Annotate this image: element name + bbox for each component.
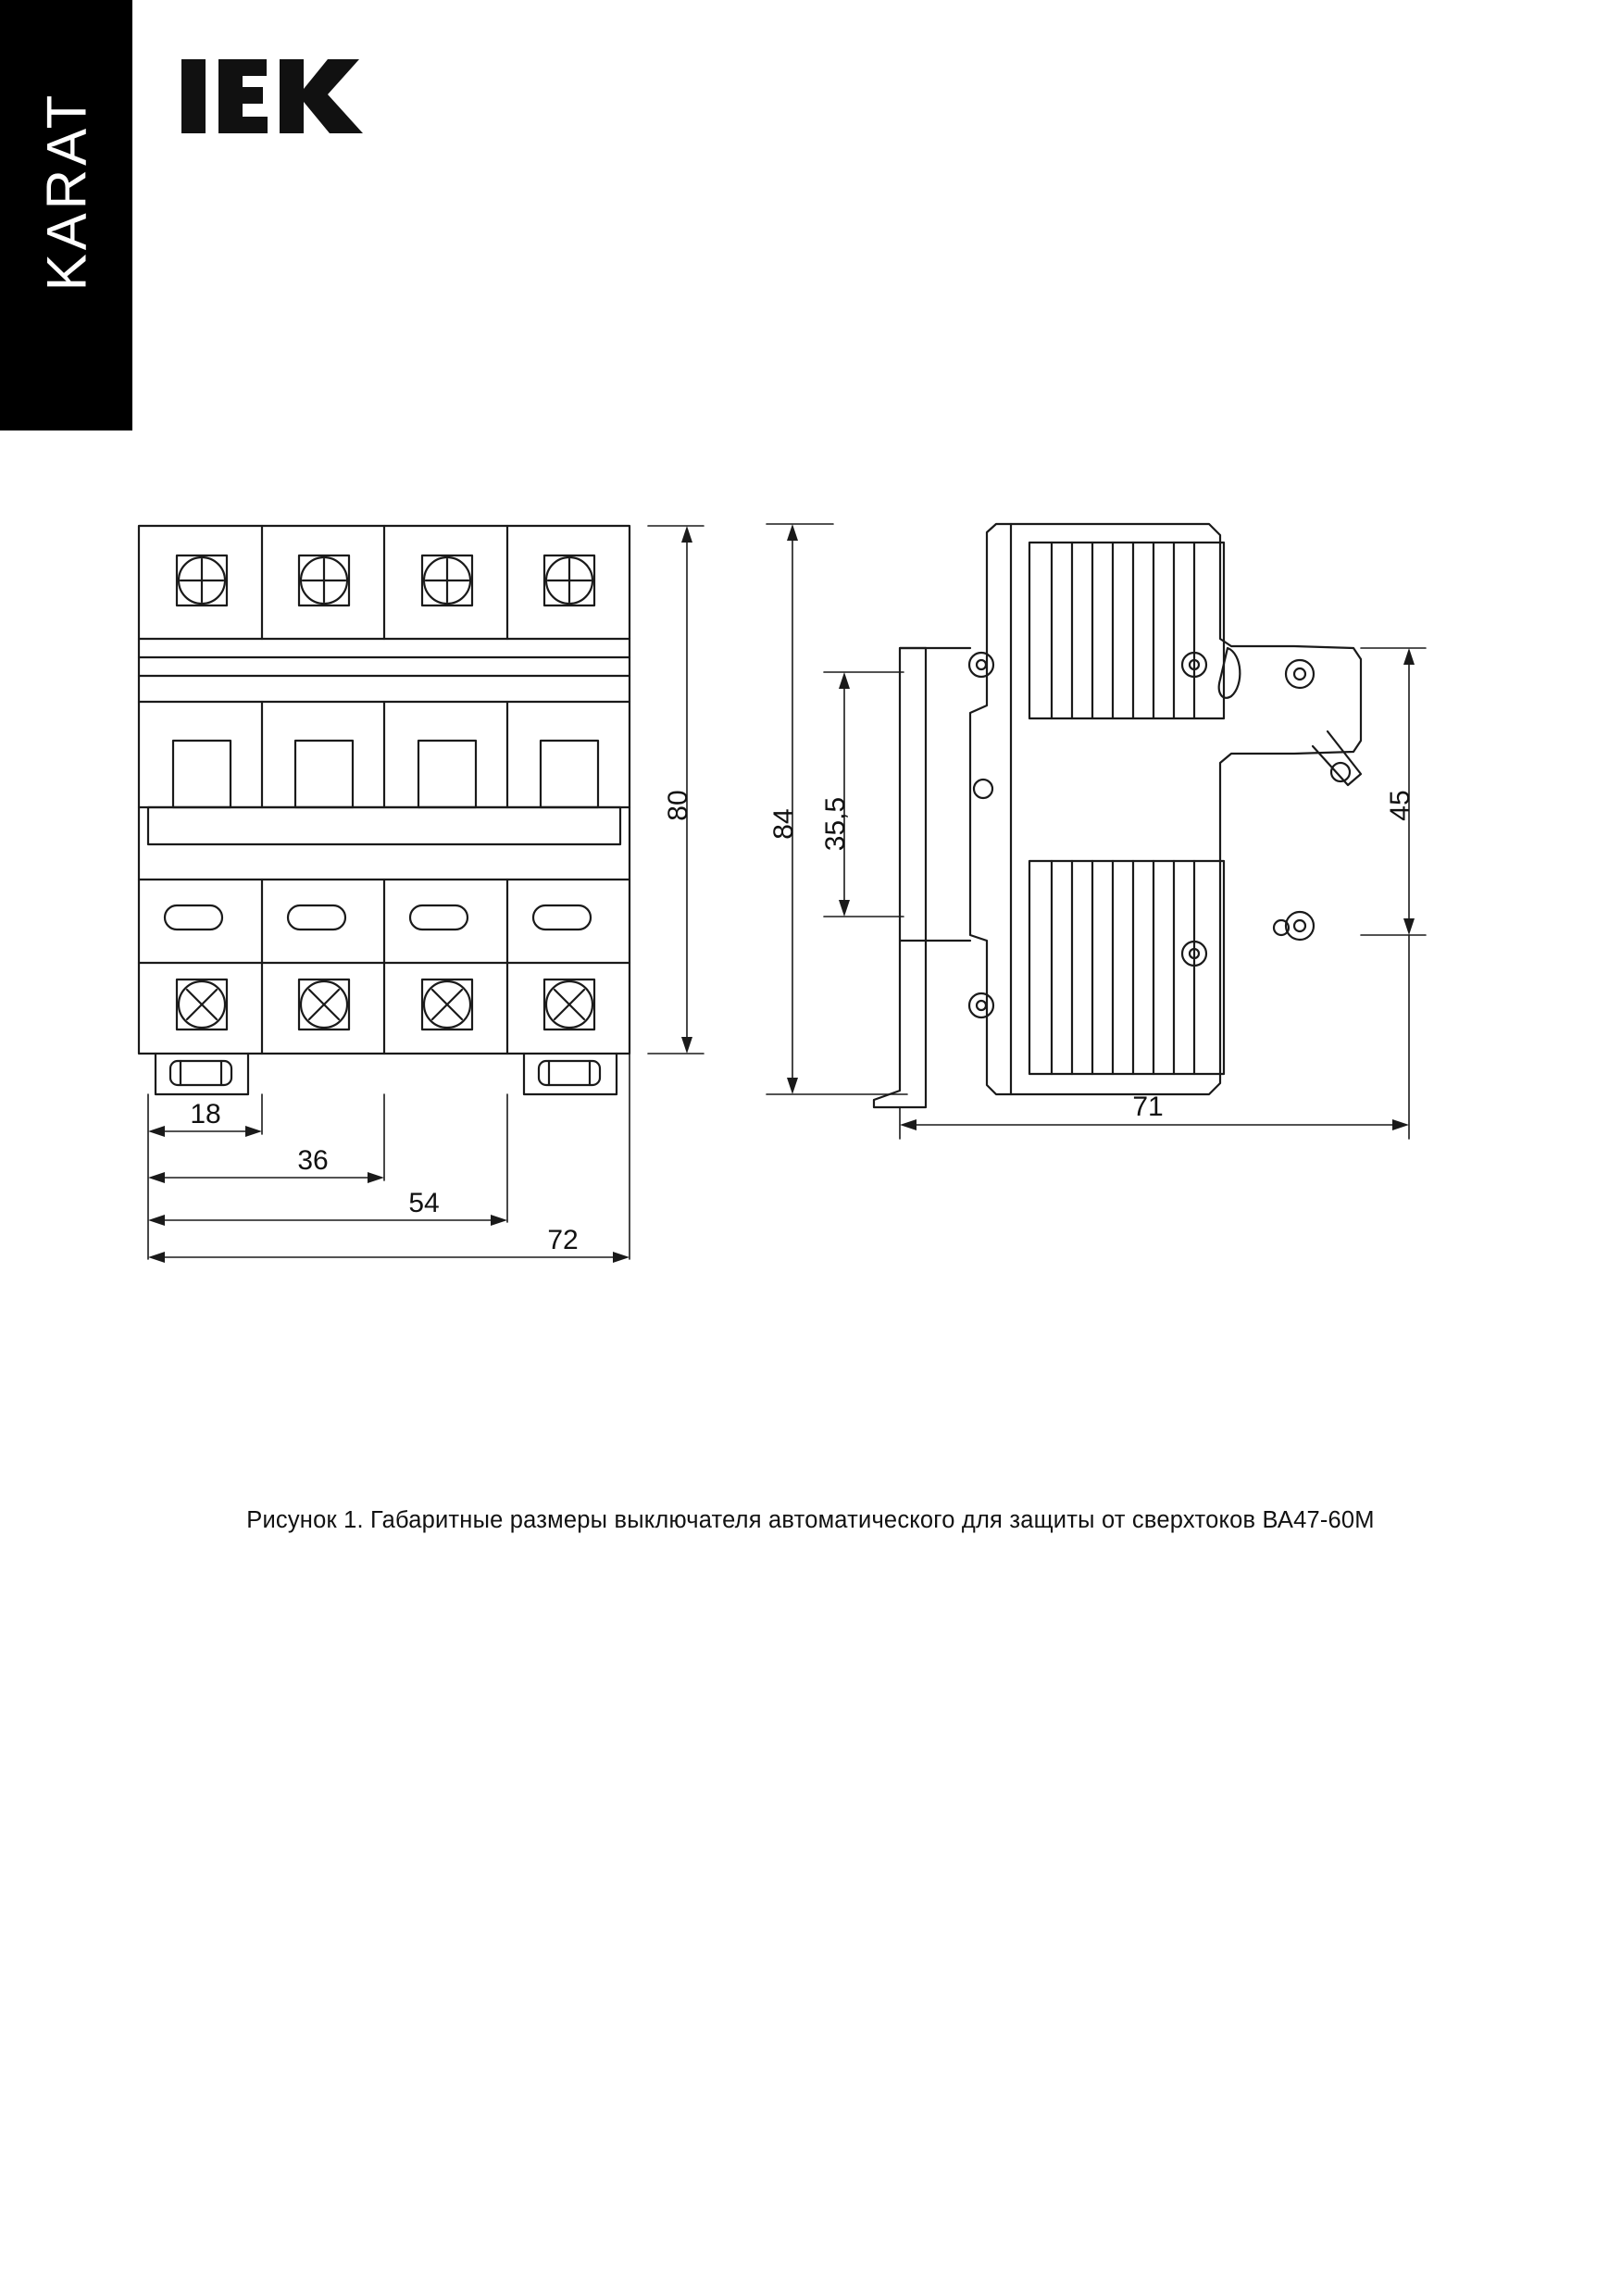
dimension-label-45: 45 — [1385, 790, 1415, 821]
rivet — [969, 993, 993, 1017]
rivet — [1286, 660, 1314, 688]
front-view-body — [139, 526, 630, 1094]
dimension-label-36: 36 — [297, 1145, 329, 1176]
series-name-label: KARAT — [35, 91, 98, 292]
mounting-clip — [156, 1054, 248, 1094]
terminal-screw-bottom — [177, 980, 227, 1029]
figure-caption: Рисунок 1. Габаритные размеры выключателя автоматического для защиты от сверхтоков ВА47-60М — [246, 1507, 1375, 1533]
terminal-screw-top — [299, 555, 349, 605]
dimension-label-18: 18 — [190, 1099, 221, 1129]
terminal-screw-bottom — [422, 980, 472, 1029]
dimension-label-84: 84 — [768, 808, 799, 840]
vent-grill-lower — [1029, 861, 1224, 1074]
dimension-label-54: 54 — [408, 1188, 440, 1218]
rivet — [969, 653, 993, 677]
side-view-body — [874, 524, 1361, 1107]
mounting-clip — [524, 1054, 617, 1094]
terminal-screw-bottom — [544, 980, 594, 1029]
dimension-label-355: 35,5 — [820, 796, 851, 852]
dimension-label-71: 71 — [1132, 1092, 1164, 1122]
dimension-height-80 — [648, 526, 704, 1054]
dimension-label-72: 72 — [547, 1225, 579, 1255]
vent-grill-upper — [1029, 543, 1224, 718]
terminal-screw-top — [544, 555, 594, 605]
dimension-label-height: 80 — [663, 790, 693, 821]
terminal-screw-top — [177, 555, 227, 605]
terminal-screw-top — [422, 555, 472, 605]
rivet — [974, 780, 992, 798]
rivet — [1286, 912, 1314, 940]
dimension-side — [767, 524, 1426, 1139]
terminal-screw-bottom — [299, 980, 349, 1029]
